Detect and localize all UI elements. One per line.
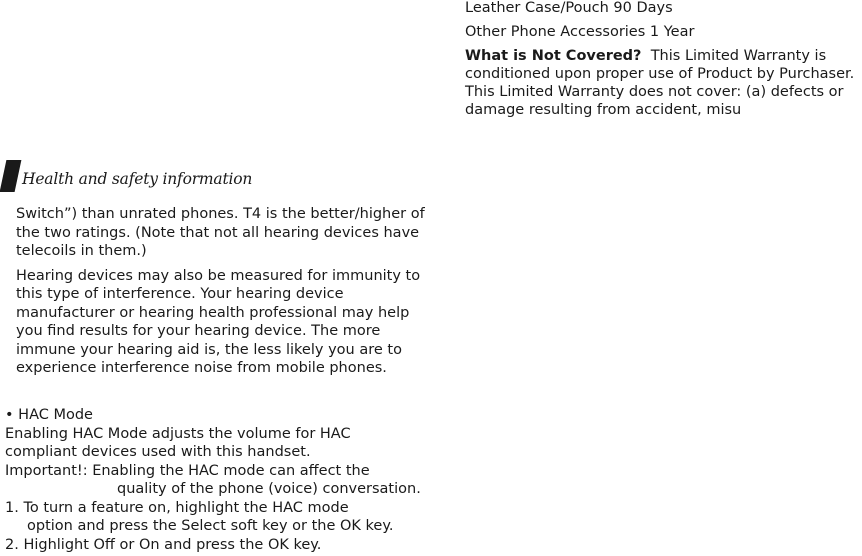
section-title: Health and safety information [22,170,253,188]
body-paragraph-2: Hearing devices may also be measured for immunity to this type of interference. Your hearing device manufacturer or hearing health professional may help you find results for your hearing device. The more immune your hearing aid is, the less likely you are to experience interference noise from mobile phones. [16,267,421,376]
hac-line: • HAC Mode [5,407,93,423]
warranty-leather-line: Leather Case/Pouch 90 Days [465,0,673,16]
header-bar [0,160,21,192]
section-header [0,160,300,194]
hac-line: 1. To turn a feature on, highlight the HAC mode [5,499,349,516]
hac-line: quality of the phone (voice) conversation. [117,481,421,497]
not-covered-text: This Limited Warranty is conditioned upon proper use of Product by Purchaser. This Limited Warranty does not cover: (a) defects or damage resulting from accident, misu [465,48,855,118]
hac-line: Enabling HAC Mode adjusts the volume for HAC [5,425,351,442]
body-paragraph-1: Switch”) than unrated phones. T4 is the better/higher of the two ratings. (Note that not all hearing devices have telecoils in them.) [16,206,425,259]
hearing-body [16,205,426,378]
hac-line: 2. Highlight Off or On and press the OK key. [5,536,322,553]
hac-line: Important!: Enabling the HAC mode can affect the [5,462,370,479]
warranty-accessories-line: Other Phone Accessories 1 Year [465,24,695,40]
warranty-column [465,0,862,119]
hac-line: compliant devices used with this handset. [5,444,311,460]
not-covered-heading: What is Not Covered? [465,48,642,64]
hac-line: option and press the Select soft key or the OK key. [27,518,394,534]
warranty-not-covered [465,47,862,119]
hac-section [5,406,445,554]
